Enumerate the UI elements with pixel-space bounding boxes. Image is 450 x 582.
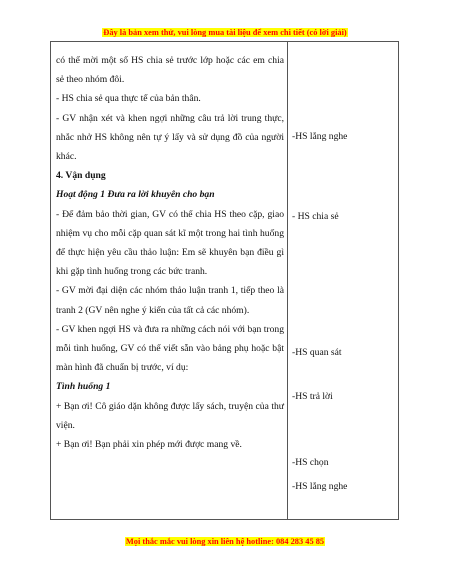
- paragraph: + Bạn ơi! Cô giáo dặn không được lấy sách, truyện của thư viện.: [56, 400, 284, 431]
- hotline-banner: [0, 537, 450, 546]
- lesson-table: [50, 41, 399, 520]
- paragraph: - Để đảm bảo thời gian, GV có thể chia HS theo cặp, giao nhiệm vụ cho mỗi cặp quan sát kĩ một trong hai tình huống để thực hiện yêu cầu thảo luận: Em sẽ khuyên bạn điều gì khi gặp tình huống trong các bức tranh.: [56, 208, 284, 278]
- hotline-text: Mọi thắc mắc vui lòng xin liên hệ hotline: 084 283 45 85: [125, 537, 325, 546]
- student-response: -HS lắng nghe: [292, 131, 348, 142]
- student-response: -HS lắng nghe: [292, 481, 348, 492]
- paragraph: - GV nhận xét và khen ngợi những câu trả lời trung thực, nhắc nhở HS không nên tự ý lấy và sử dụng đồ của người khác.: [56, 112, 284, 163]
- preview-notice-text: Đây là bản xem thử, vui lòng mua tài liệu để xem chi tiết (có lời giải): [103, 28, 347, 37]
- column-divider: [287, 42, 288, 519]
- paragraph: - HS chia sẻ qua thực tế của bản thân.: [56, 93, 201, 105]
- student-response: -HS chọn: [292, 457, 329, 468]
- paragraph: - GV khen ngợi HS và đưa ra những cách nói với bạn trong mỗi tình huống, GV có thể viết sẵn vào bảng phụ hoặc bật màn hình đã chuẩn bị trước, ví dụ:: [56, 323, 284, 374]
- situation-heading: Tình huống 1: [56, 381, 111, 393]
- section-heading: 4. Vận dụng: [56, 170, 106, 182]
- student-response: - HS chia sẻ: [292, 211, 339, 222]
- student-response: -HS trả lời: [292, 391, 333, 402]
- teacher-activities-column: [56, 51, 284, 454]
- paragraph: - GV mời đại diện các nhóm thảo luận tranh 1, tiếp theo là tranh 2 (GV nên nghe ý kiến của tất cả các nhóm).: [56, 285, 284, 316]
- student-response: -HS quan sát: [292, 347, 342, 358]
- paragraph: + Bạn ơi! Bạn phải xin phép mới được mang về.: [56, 439, 242, 451]
- preview-notice-banner: [0, 28, 450, 37]
- activity-heading: Hoạt động 1 Đưa ra lời khuyên cho bạn: [56, 189, 215, 201]
- paragraph: có thể mời một số HS chia sẻ trước lớp hoặc các em chia sẻ theo nhóm đôi.: [56, 55, 284, 86]
